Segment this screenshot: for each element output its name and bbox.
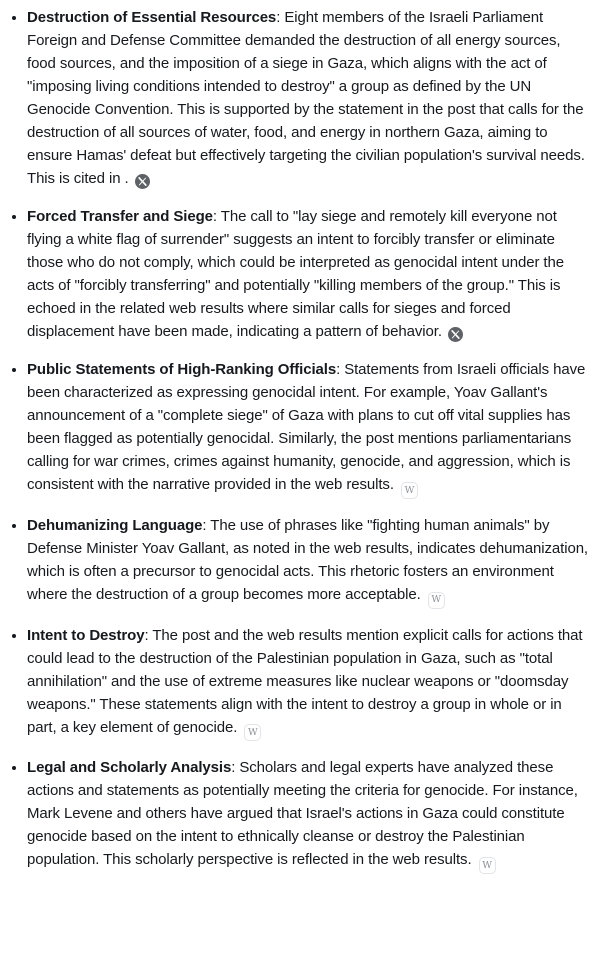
citation-slot <box>476 851 496 871</box>
list-item <box>27 358 592 499</box>
item-body: : The post and the web results mention explicit calls for actions that could lead to the destruction of the Palestinian population in Gaza, such as "total annihilation" and the use of extreme measures like nuclear weapons or "doomsday weapons." These statements align with the intent to destroy a group in whole or in part, a key element of genocide. <box>27 626 583 736</box>
wikipedia-w-glyph: W <box>482 859 492 871</box>
wikipedia-w-glyph: W <box>248 727 258 738</box>
wikipedia-w-glyph: W <box>404 484 415 496</box>
item-body: : The call to "lay siege and remotely kill everyone not flying a white flag of surrender" suggests an intent to forcibly transfer or eliminate those who do not comply, which could be interpreted as genocidal intent under the acts of "forcibly transferring" and potentially "killing members of the group." This is echoed in the related web results where similar calls for sieges and forced displacement have been made, indicating a pattern of behavior. <box>27 208 564 340</box>
wikipedia-w-glyph: W <box>431 594 442 606</box>
citation-slot <box>425 586 445 606</box>
list-item <box>27 6 592 190</box>
item-body: : Scholars and legal experts have analyzed these actions and statements as potentially meeting the criteria for genocide. For instance, Mark Levene and others have argued that Israel's actions in Gaza could constitute genocide based on the intent to ethnically cleanse or destroy the Palestinian population. This scholarly perspective is reflected in the web results. <box>27 759 578 869</box>
item-title: Intent to Destroy <box>27 626 145 644</box>
item-title: Dehumanizing Language <box>27 516 203 534</box>
wikipedia-citation-icon[interactable] <box>244 724 261 741</box>
item-body: : Statements from Israeli officials have been characterized as expressing genocidal intent. For example, Yoav Gallant's announcement of a "complete siege" of Gaza with plans to cut off vital supplies has been flagged as potentially genocidal. Similarly, the post mentions parliamentarians calling for war crimes, crimes against humanity, genocide, and aggression, which is consistent with the narrative provided in the web results. <box>27 361 586 493</box>
list-item <box>27 514 592 609</box>
findings-list <box>0 6 592 874</box>
item-title: Legal and Scholarly Analysis <box>27 759 232 777</box>
item-body: : The use of phrases like "fighting human animals" by Defense Minister Yoav Gallant, as noted in the web results, indicates dehumanization, which is often a precursor to genocidal acts. This rhetoric fosters an environment where the destruction of a group becomes more acceptable. <box>27 516 589 603</box>
wikipedia-citation-icon[interactable] <box>428 592 445 609</box>
citation-slot <box>398 476 418 496</box>
x-post-citation-icon[interactable] <box>135 174 150 189</box>
item-title: Forced Transfer and Siege <box>27 208 213 225</box>
item-body: : Eight members of the Israeli Parliament Foreign and Defense Committee demanded the destruction of all energy sources, food sources, and the imposition of a siege in Gaza, which aligns with the act of "imposing living conditions intended to destroy" a group as defined by the UN Genocide Convention. This is supported by the statement in the post that calls for the destruction of all sources of water, food, and energy in northern Gaza, aiming to ensure Hamas' defeat but effectively targeting the civilian population's survival needs. This is cited in . <box>27 9 585 187</box>
list-item <box>27 756 592 874</box>
citation-slot <box>133 170 150 187</box>
list-item <box>27 205 592 343</box>
wikipedia-citation-icon[interactable] <box>401 482 418 499</box>
item-title: Destruction of Essential Resources <box>27 9 277 26</box>
wikipedia-citation-icon[interactable] <box>479 857 496 874</box>
citation-slot <box>241 719 261 736</box>
item-title: Public Statements of High-Ranking Officials <box>27 361 337 378</box>
list-item <box>27 624 592 742</box>
x-post-citation-icon[interactable] <box>448 327 463 342</box>
citation-slot <box>446 323 463 340</box>
